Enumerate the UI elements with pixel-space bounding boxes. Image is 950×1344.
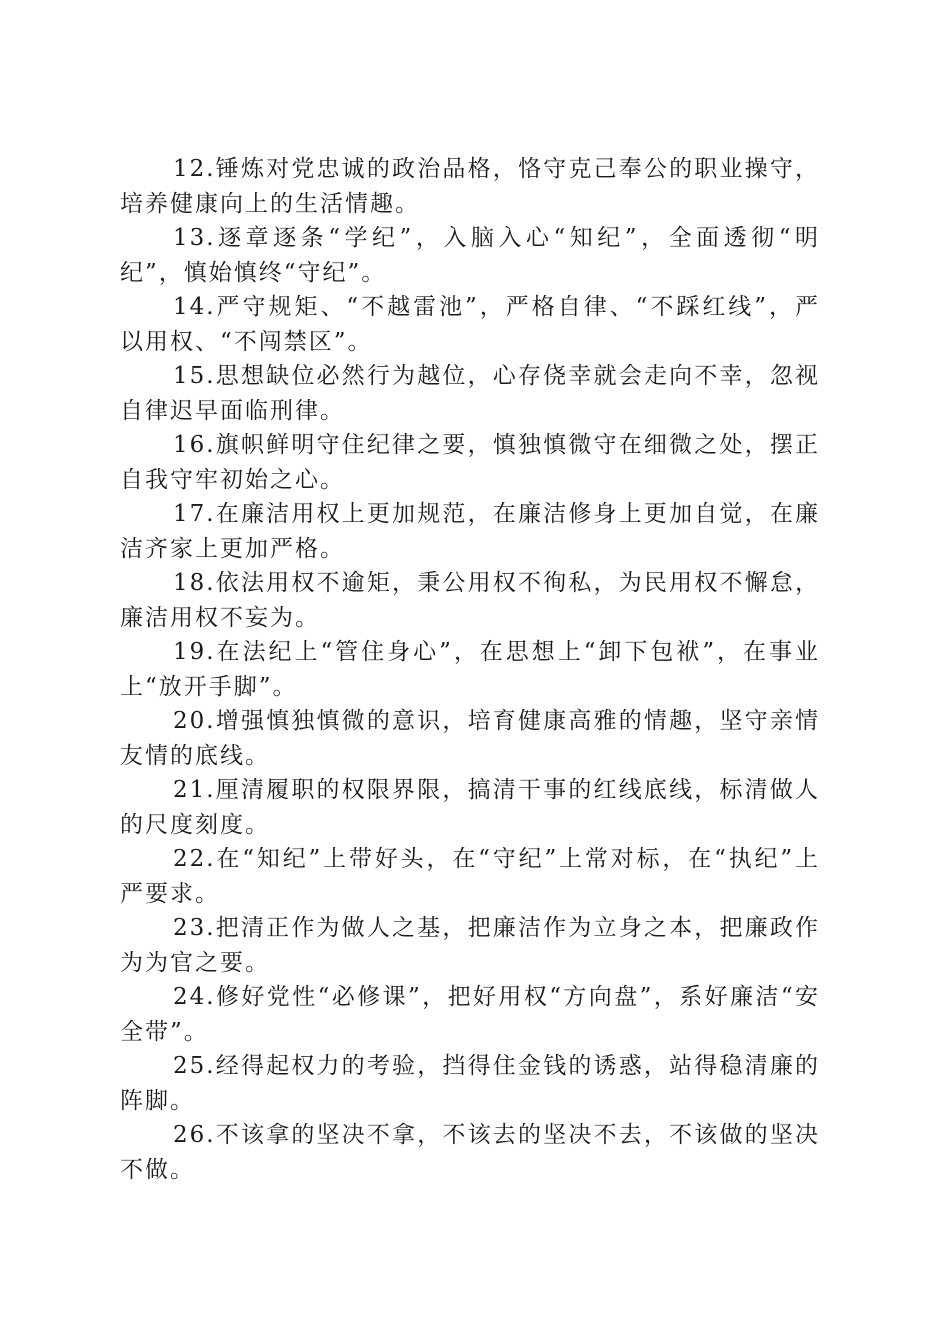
- list-item: 23.把清正作为做人之基，把廉洁作为立身之本，把廉政作为为官之要。: [120, 915, 820, 976]
- list-item: 13.逐章逐条“学纪”，入脑入心“知纪”，全面透彻“明纪”，慎始慎终“守纪”。: [120, 225, 820, 286]
- list-item: 17.在廉洁用权上更加规范，在廉洁修身上更加自觉，在廉洁齐家上更加严格。: [120, 501, 820, 562]
- list-item: 15.思想缺位必然行为越位，心存侥幸就会走向不幸，忽视自律迟早面临刑律。: [120, 363, 820, 424]
- list-item: 16.旗帜鲜明守住纪律之要，慎独慎微守在细微之处，摆正自我守牢初始之心。: [120, 432, 820, 493]
- list-item: 26.不该拿的坚决不拿，不该去的坚决不去，不该做的坚决不做。: [120, 1122, 820, 1183]
- list-item: 12.锤炼对党忠诚的政治品格，恪守克己奉公的职业操守，培养健康向上的生活情趣。: [120, 156, 820, 217]
- list-item: 24.修好党性“必修课”，把好用权“方向盘”，系好廉洁“安全带”。: [120, 984, 820, 1045]
- list-item: 14.严守规矩、“不越雷池”，严格自律、“不踩红线”，严以用权、“不闯禁区”。: [120, 294, 820, 355]
- document-body: [120, 152, 820, 1187]
- list-item: 22.在“知纪”上带好头，在“守纪”上常对标，在“执纪”上严要求。: [120, 846, 820, 907]
- list-item: 18.依法用权不逾矩，秉公用权不徇私，为民用权不懈怠，廉洁用权不妄为。: [120, 570, 820, 631]
- list-item: 19.在法纪上“管住身心”，在思想上“卸下包袱”，在事业上“放开手脚”。: [120, 639, 820, 700]
- list-item: 21.厘清履职的权限界限，搞清干事的红线底线，标清做人的尺度刻度。: [120, 777, 820, 838]
- list-item: 25.经得起权力的考验，挡得住金钱的诱惑，站得稳清廉的阵脚。: [120, 1053, 820, 1114]
- list-item: 20.增强慎独慎微的意识，培育健康高雅的情趣，坚守亲情友情的底线。: [120, 708, 820, 769]
